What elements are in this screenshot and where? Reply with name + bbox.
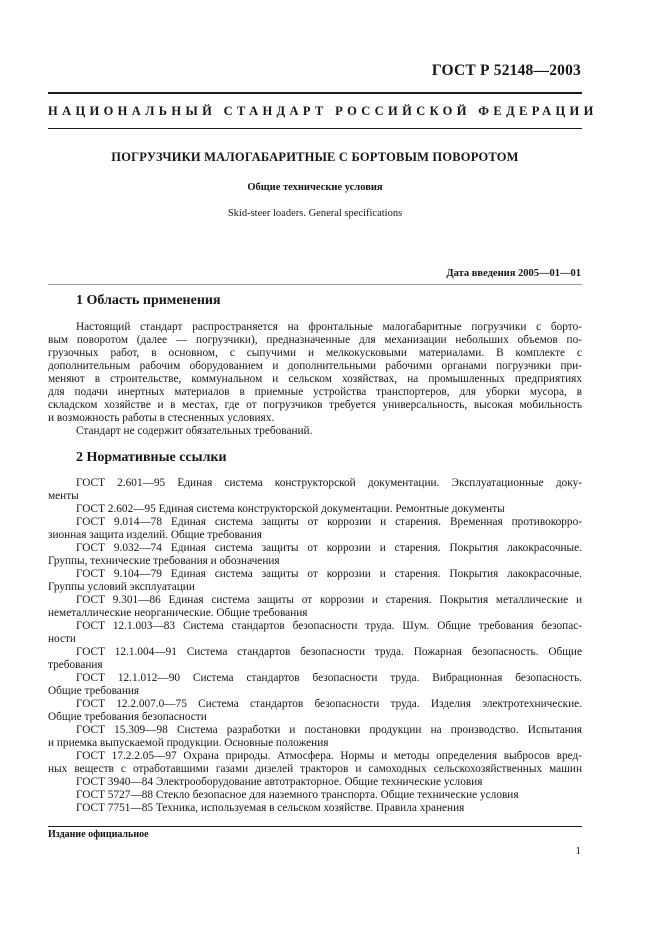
scope-line: вым поворотом (далее — погрузчики), предназначенные для механизации небольших объемов по- [48, 334, 582, 346]
reference-line: неметаллические неорганические. Общие требования [48, 607, 308, 619]
reference-line: Группы, технические требования и обозначения [48, 555, 280, 567]
footer-rule [48, 826, 582, 827]
document-subtitle: Общие технические условия [247, 182, 383, 193]
reference-line: ГОСТ 12.2.007.0—75 Система стандартов безопасности труда. Изделия электротехнические. [76, 698, 582, 710]
reference-line: ных веществ с отработавшими газами дизелей тракторов и самоходных сельскохозяйственных машин [48, 763, 582, 775]
national-standard-title: НАЦИОНАЛЬНЫЙ СТАНДАРТ РОССИЙСКОЙ ФЕДЕРАЦИИ [48, 104, 598, 118]
reference-line: ГОСТ 12.1.012—90 Система стандартов безопасности труда. Вибрационная безопасность. [76, 672, 582, 684]
reference-line: ГОСТ 2.601—95 Единая система конструкторской документации. Эксплуатационные доку- [76, 477, 582, 489]
reference-line: ГОСТ 9.014—78 Единая система защиты от коррозии и старения. Временная противокорро- [76, 516, 582, 528]
reference-line: ГОСТ 9.104—79 Единая система защиты от коррозии и старения. Покрытия лакокрасочные. [76, 568, 582, 580]
edition-label: Издание официальное [48, 829, 149, 840]
document-english-title: Skid-steer loaders. General specifications [227, 208, 403, 219]
date-rule [48, 284, 582, 285]
header-rule [48, 92, 582, 94]
reference-line: Группы условий эксплуатации [48, 581, 195, 593]
introduction-date: Дата введения 2005—01—01 [446, 268, 581, 279]
page-number: 1 [575, 845, 581, 857]
reference-line: ГОСТ 9.032—74 Единая система защиты от коррозии и старения. Покрытия лакокрасочные. [76, 542, 582, 554]
scope-line: для подачи инертных материалов в приемные устройства транспортеров, для уборки мусора, в [48, 386, 582, 398]
reference-line: ГОСТ 12.1.004—91 Система стандартов безопасности труда. Пожарная безопасность. Общие [76, 646, 582, 658]
reference-line: ГОСТ 12.1.003—83 Система стандартов безопасности труда. Шум. Общие требования безопас- [76, 620, 582, 632]
header-rule-bottom [48, 128, 582, 129]
document-number: ГОСТ Р 52148—2003 [431, 62, 581, 79]
reference-line: Общие требования [48, 685, 140, 697]
reference-line: требования [48, 659, 103, 671]
reference-line: ности [48, 633, 76, 645]
reference-line: ГОСТ 7751—85 Техника, используемая в сельском хозяйстве. Правила хранения [76, 802, 465, 814]
scope-line: Стандарт не содержит обязательных требований. [76, 425, 313, 437]
scope-line: Настоящий стандарт распространяется на фронтальные малогабаритные погрузчики с борто- [76, 321, 582, 333]
scope-line: и возможность работы в стесненных условиях. [48, 412, 275, 424]
reference-line: зионная защита изделий. Общие требования [48, 529, 262, 541]
reference-line: ГОСТ 3940—84 Электрооборудование автотракторное. Общие технические условия [76, 776, 483, 788]
scope-line: меняют в строительстве, коммунальном и сельском хозяйствах, на промышленных предприятиях [48, 373, 582, 385]
reference-line: ГОСТ 9.301—86 Единая система защиты от коррозии и старения. Покрытия металлические и [76, 594, 582, 606]
scope-line: дополнительным рабочим оборудованием и дополнительными рабочими органами погрузчики при- [48, 360, 582, 372]
reference-line: и приемка выпускаемой продукции. Основные положения [48, 737, 329, 749]
scope-line: грузочных работ, в основном, с сыпучими и мелкокусковыми материалами. В комплекте с [48, 347, 582, 359]
reference-line: ГОСТ 17.2.2.05—97 Охрана природы. Атмосфера. Нормы и методы определения выбросов вред- [76, 750, 582, 762]
reference-line: ГОСТ 5727—88 Стекло безопасное для наземного транспорта. Общие технические условия [76, 789, 519, 801]
reference-line: ГОСТ 15.309—98 Система разработки и постановки продукции на производство. Испытания [76, 724, 582, 736]
section-heading-scope: 1 Область применения [76, 293, 221, 308]
scope-line: складском хозяйстве и в местах, где от погрузчиков требуется универсальность, высокая мобильность [48, 399, 582, 411]
section-heading-references: 2 Нормативные ссылки [76, 450, 227, 465]
document-title: ПОГРУЗЧИКИ МАЛОГАБАРИТНЫЕ С БОРТОВЫМ ПОВОРОТОМ [111, 150, 519, 164]
reference-line: менты [48, 490, 79, 502]
reference-line: ГОСТ 2.602—95 Единая система конструкторской документации. Ремонтные документы [76, 503, 505, 515]
reference-line: Общие требования безопасности [48, 711, 207, 723]
